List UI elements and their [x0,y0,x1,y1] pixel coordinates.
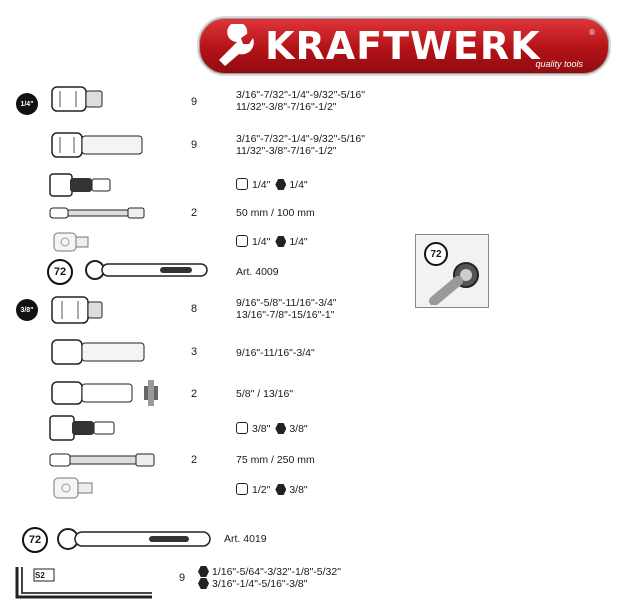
row-spec: 5/8" / 13/16" [236,388,294,400]
s2-tag: S2 [35,571,45,580]
hex-key-set-icon [12,563,157,603]
square-drive-size: 3/8" [252,423,271,435]
extension-bar-38-icon [48,452,158,468]
hex-key-icon [198,566,209,577]
spec-line: 3/16"-1/4"-5/16"-3/8" [212,578,308,590]
teeth-count: 72 [28,534,42,546]
row-qty: 3 [190,346,198,358]
universal-joint-icon [48,172,114,198]
row-qty: 2 [190,207,198,219]
adapter-38-icon [52,476,96,500]
row-qty: 9 [178,572,186,584]
square-drive-size: 1/4" [252,236,271,248]
hex-drive-size: 3/8" [289,484,308,496]
ratchet-detail-inset [415,234,489,308]
square-drive-size: 1/4" [252,179,271,191]
deep-socket-38-icon [50,338,150,366]
row-spec: 50 mm / 100 mm [236,207,315,219]
brand-tagline: quality tools [535,59,583,69]
row-spec: Art. 4009 [236,266,279,278]
registered-mark: ® [589,28,595,37]
spark-plug-socket-icon [50,378,165,408]
brand-name: KRAFTWERK [265,24,541,68]
hex-drive-icon [275,236,286,247]
drive-badge-label: 1/4" [20,100,34,108]
row-qty: 2 [190,388,198,400]
ratchet-head-icon [428,257,486,305]
teeth-72-badge [47,259,73,285]
row-spec: Art. 4019 [224,533,267,545]
hex-drive-size: 3/8" [289,423,308,435]
spec-line: 13/16"-7/8"-15/16"-1" [236,309,335,321]
row-qty: 8 [190,303,198,315]
square-drive-icon [236,483,248,495]
drive-badge-3-8 [16,299,38,321]
square-drive-icon [236,235,248,247]
hex-drive-icon [275,179,286,190]
ratchet-38-icon [55,527,215,551]
spec-line: 3/16"-7/32"-1/4"-9/32"-5/16" [236,89,365,101]
drive-badge-1-4 [16,93,38,115]
row-spec: 9/16"-11/16"-3/4" [236,347,315,359]
adapter-icon [52,231,92,253]
row-spec [236,483,308,496]
spec-line: 1/16"-5/64"-3/32"-1/8"-5/32" [212,566,341,578]
row-qty: 9 [190,96,198,108]
teeth-72-badge [22,527,48,553]
square-drive-size: 1/2" [252,484,271,496]
row-spec: 75 mm / 250 mm [236,454,315,466]
wrench-icon [213,24,259,68]
row-spec [236,235,308,248]
row-spec [236,297,337,321]
hex-drive-size: 1/4" [289,179,308,191]
row-spec [236,422,308,435]
hex-drive-icon [275,423,286,434]
hex-drive-icon [275,484,286,495]
ratchet-icon [82,259,212,281]
drive-badge-label: 3/8" [20,306,34,314]
spec-line: 3/16"-7/32"-1/4"-9/32"-5/16" [236,133,365,145]
spec-line: 9/16"-5/8"-11/16"-3/4" [236,297,337,309]
teeth-count: 72 [53,266,67,278]
row-qty: 2 [190,454,198,466]
row-spec [236,178,308,191]
deep-socket-icon [50,131,150,159]
universal-joint-38-icon [48,414,118,442]
row-qty: 9 [190,139,198,151]
brand-logo [197,16,611,76]
spec-line: 11/32"-3/8"-7/16"-1/2" [236,145,337,157]
teeth-count: 72 [430,248,442,260]
short-socket-38-icon [50,295,105,325]
square-drive-icon [236,178,248,190]
spec-line: 11/32"-3/8"-7/16"-1/2" [236,101,337,113]
row-spec [236,89,365,113]
row-spec [236,133,365,157]
hex-key-icon [198,578,209,589]
square-drive-icon [236,422,248,434]
extension-bar-icon [48,206,148,220]
hex-drive-size: 1/4" [289,236,308,248]
row-spec [198,566,341,590]
short-socket-icon [50,85,105,113]
